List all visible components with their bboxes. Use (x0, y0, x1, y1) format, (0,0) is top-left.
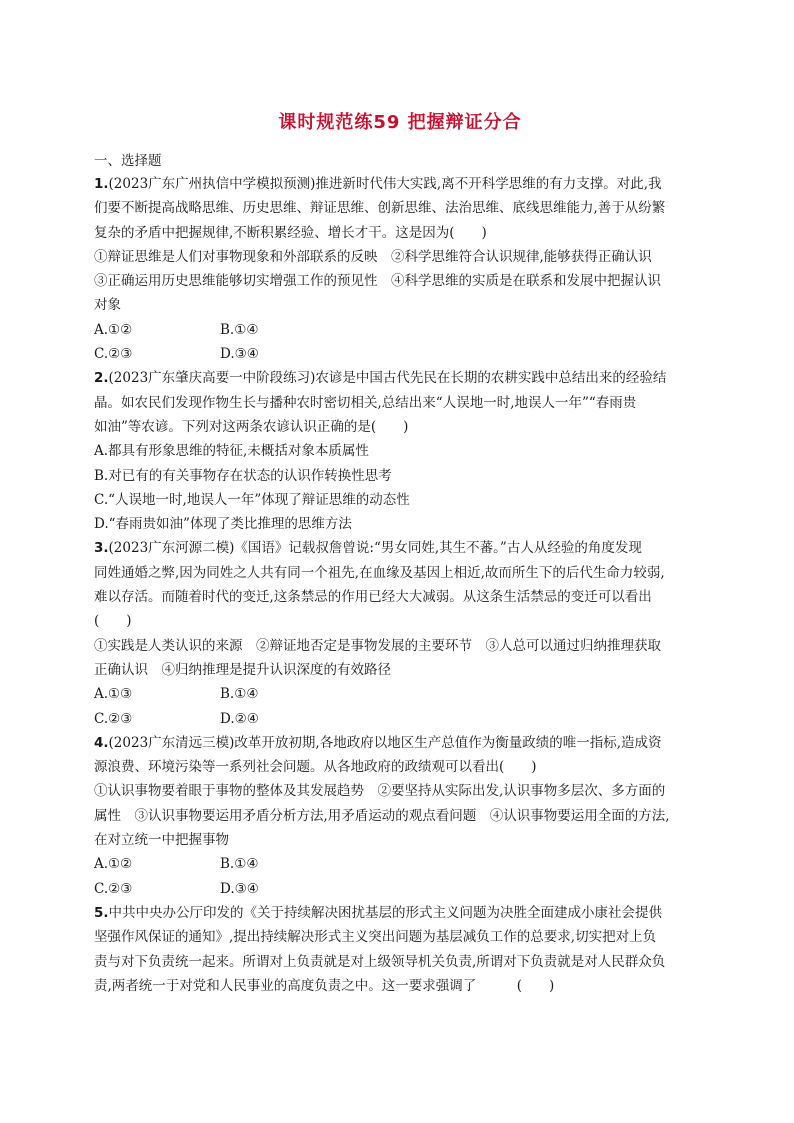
question-text: ①认识事物要着眼于事物的整体及其发展趋势 ②要坚持从实际出发,认识事物多层次、多方面的 (94, 783, 666, 800)
answer-option: D.③④ (220, 880, 259, 897)
answer-option: D.③④ (220, 346, 259, 363)
question-text: (2023广东河源二模)《国语》记载叔詹曾说:“男女同姓,其生不蕃。”古人从经验的角度发现 (108, 540, 642, 557)
question-text: 同姓通婚之弊,因为同姓之人共有同一个祖先,在血缘及基因上相近,故而所生下的后代生命力较弱, (94, 564, 665, 581)
question-line (94, 779, 706, 803)
question-number: 1. (94, 176, 109, 192)
question-line (94, 755, 706, 779)
question-line (94, 561, 706, 585)
question-line (94, 536, 706, 560)
question-line (94, 439, 706, 463)
question-text: 们要不断提高战略思维、历史思维、辩证思维、创新思维、法治思维、底线思维能力,善于从纷繁 (94, 200, 666, 217)
question-text: 责与对下负责统一起来。所谓对上负责就是对上级领导机关负责,所谓对下负责就是对人民群众负 (94, 953, 666, 970)
question-text: A.都具有形象思维的特征,未概括对象本质属性 (94, 443, 369, 460)
question-line (94, 464, 706, 488)
question-text: 晶。如农民们发现作物生长与播种农时密切相关,总结出来“人误地一时,地误人一年”“春雨贵 (94, 394, 637, 411)
question-number: 5. (94, 904, 109, 921)
question-text: ①实践是人类认识的来源 ②辩证地否定是事物发展的主要环节 ③人总可以通过归纳推理获取 (94, 637, 661, 654)
question-text: D.“春雨贵如油”体现了类比推理的思维方法 (94, 516, 352, 533)
question-line (94, 828, 706, 852)
question-line (94, 172, 706, 196)
question-line (94, 245, 706, 269)
question-text: 坚强作风保证的通知》,提出持续解决形式主义突出问题为基层减负工作的总要求,切实把对上负 (94, 929, 657, 946)
question-number: 2. (94, 370, 109, 387)
question-text: ③正确运用历史思维能够切实增强工作的预见性 ④科学思维的实质是在联系和发展中把握认识 (94, 273, 661, 290)
question-text: ①辩证思维是人们对事物现象和外部联系的反映 ②科学思维符合认识规律,能够获得正确认识 (94, 248, 652, 265)
question-text: (2023广东肇庆高要一中阶段练习)农谚是中国古代先民在长期的农耕实践中总结出来的经验结 (108, 370, 667, 387)
question-line (94, 731, 706, 755)
question-5 (94, 901, 706, 998)
question-number: 3. (94, 540, 109, 557)
question-line (94, 585, 706, 609)
answer-option: B.①④ (220, 321, 259, 338)
question-line (94, 974, 706, 998)
question-line (94, 804, 706, 828)
answer-options-row (94, 852, 706, 876)
section-heading: 一、选择题 (94, 153, 162, 169)
answer-options-row (94, 682, 706, 706)
answer-option: B.①④ (220, 856, 259, 873)
question-text: (2023广东广州执信中学模拟预测)推进新时代伟大实践,离不开科学思维的有力支撑。对此,我 (108, 176, 662, 192)
question-line (94, 658, 706, 682)
question-1 (94, 172, 706, 366)
answer-option: C.②③ (94, 880, 133, 897)
answer-option: C.②③ (94, 346, 133, 363)
answer-option: A.①③ (94, 686, 133, 703)
question-text: B.对已有的有关事物存在状态的认识作转换性思考 (94, 467, 392, 484)
question-line (94, 293, 706, 317)
answer-options-row (94, 342, 706, 366)
question-text: 复杂的矛盾中把握规律,不断积累经验、增长才干。这是因为( ) (94, 224, 487, 241)
answer-options-row (94, 318, 706, 342)
question-list (94, 172, 706, 998)
question-text: 正确认识 ④归纳推理是提升认识深度的有效路径 (94, 661, 391, 678)
answer-option: A.①② (94, 856, 133, 873)
question-text: 在对立统一中把握事物 (94, 832, 229, 849)
question-text: ( ) (94, 613, 132, 630)
question-2 (94, 366, 706, 536)
question-text: 属性 ③认识事物要运用矛盾分析方法,用矛盾运动的观点看问题 ④认识事物要运用全面的方法, (94, 807, 670, 824)
answer-option: B.①④ (220, 686, 259, 703)
question-text: C.“人误地一时,地误人一年”体现了辩证思维的动态性 (94, 491, 410, 508)
question-line (94, 634, 706, 658)
question-line (94, 221, 706, 245)
question-line (94, 925, 706, 949)
question-line (94, 609, 706, 633)
question-line (94, 269, 706, 293)
question-text: 源浪费、环境污染等一系列社会问题。从各地政府的政绩观可以看出( ) (94, 759, 537, 776)
question-text: 如油”等农谚。下列对这两条农谚认识正确的是( ) (94, 418, 409, 435)
answer-option: C.②③ (94, 710, 133, 727)
answer-options-row (94, 707, 706, 731)
answer-option: D.②④ (220, 710, 259, 727)
question-line (94, 950, 706, 974)
question-line (94, 366, 706, 390)
page-title: 课时规范练59 把握辩证分合 (278, 112, 522, 133)
question-4 (94, 731, 706, 901)
question-line (94, 901, 706, 925)
answer-option: A.①② (94, 321, 133, 338)
question-text: 中共中央办公厅印发的《关于持续解决困扰基层的形式主义问题为决胜全面建成小康社会提供 (108, 904, 663, 921)
question-3 (94, 536, 706, 730)
question-line (94, 196, 706, 220)
question-line (94, 488, 706, 512)
question-text: 难以存活。而随着时代的变迁,这条禁忌的作用已经大大减弱。从这条生活禁忌的变迁可以看出 (94, 589, 652, 606)
question-line (94, 415, 706, 439)
question-text: 对象 (94, 297, 121, 314)
question-text: (2023广东清远三模)改革开放初期,各地政府以地区生产总值作为衡量政绩的唯一指标,造成资 (108, 734, 662, 751)
answer-options-row (94, 877, 706, 901)
question-number: 4. (94, 734, 109, 751)
question-line (94, 512, 706, 536)
question-line (94, 391, 706, 415)
question-text: 责,两者统一于对党和人民事业的高度负责之中。这一要求强调了 ( ) (94, 977, 555, 994)
